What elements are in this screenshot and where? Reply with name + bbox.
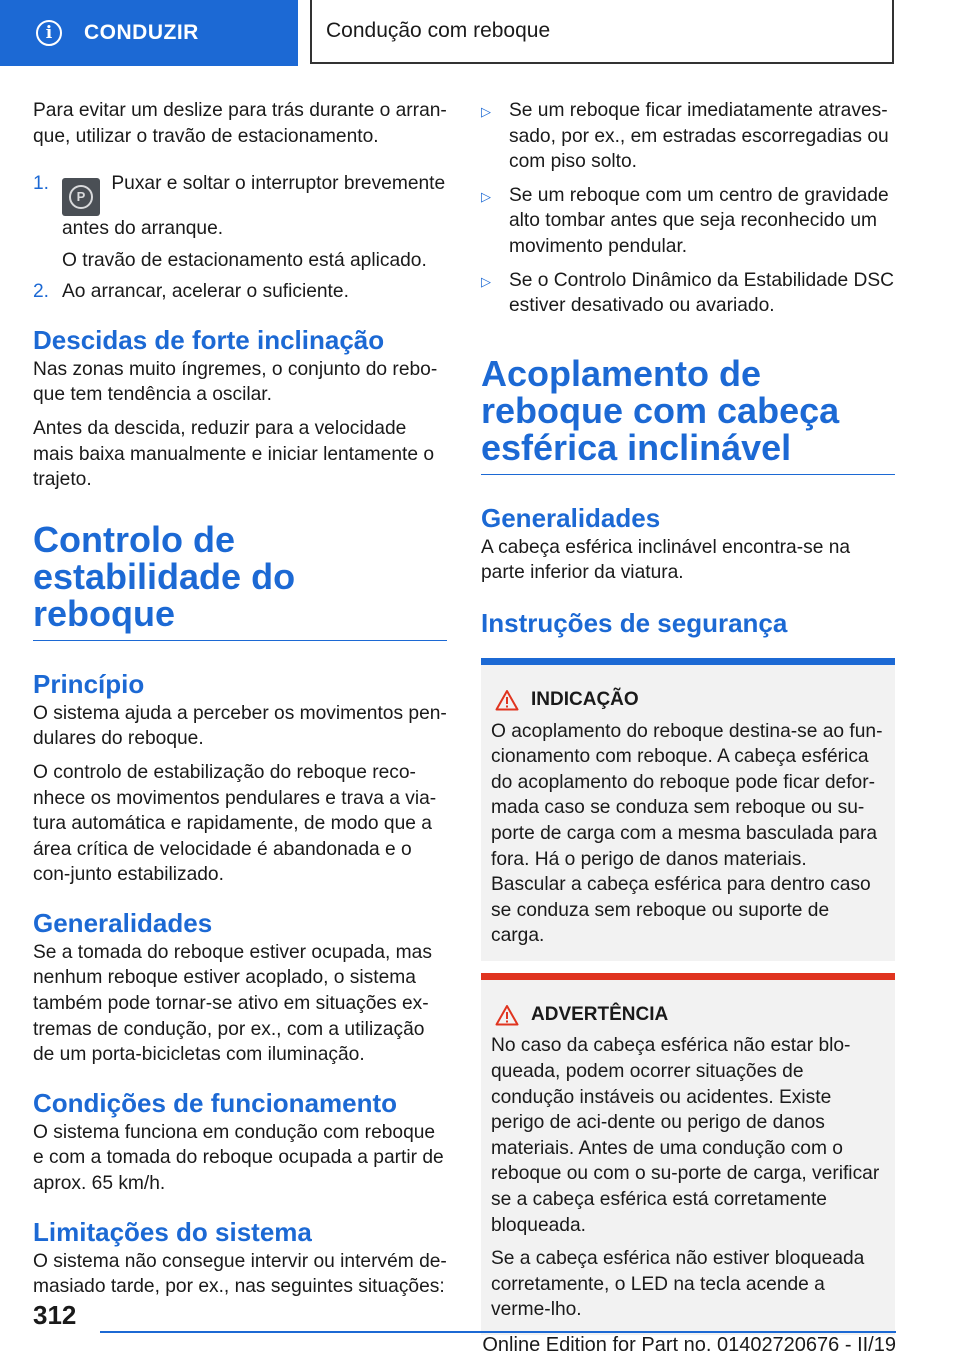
edition-note: Online Edition for Part no. 01402720676 - II/19: [482, 1334, 896, 1356]
section-heading-generalidades: Generalidades: [33, 907, 213, 938]
step-item: [33, 171, 447, 273]
step-item: [33, 279, 447, 305]
intro-paragraph: Para evitar um deslize para trás durante o arran-que, utilizar o travão de estacionamento.: [33, 100, 447, 147]
step-text: Ao arrancar, acelerar o suficiente.: [62, 281, 349, 303]
list-item: ▷ Se um reboque ficar imediatamente atraves-sado, por ex., em estradas escorregadias ou com piso solto.: [481, 98, 895, 175]
warning-text: Se a cabeça esférica não estiver bloqueada corretamente, o LED na tecla acende a verme-lho.: [491, 1248, 865, 1321]
step-text: Puxar e soltar o interruptor brevemente antes do arranque.: [62, 173, 446, 239]
paragraph: O sistema ajuda a perceber os movimentos pen-dulares do reboque.: [33, 702, 447, 750]
section-tab-label: CONDUZIR: [84, 21, 199, 44]
notice-label: INDICAÇÃO: [531, 688, 639, 710]
right-column: [481, 98, 895, 1335]
step-number: 2.: [33, 281, 50, 303]
page-number: 312: [33, 1300, 77, 1330]
triangle-bullet-icon: ▷: [481, 104, 491, 119]
warning-box: [481, 973, 895, 1335]
paragraph: O controlo de estabilização do reboque reco-nhece os movimentos pendulares e trava a via-tura automática e rapidamente, de modo que a área crítica de velocidade é abandonada e o con-junto estabilizado.: [33, 761, 437, 886]
paragraph: Nas zonas muito íngremes, o conjunto do rebo-que tem tendência a oscilar.: [33, 358, 438, 406]
list-item: ▷ Se o Controlo Dinâmico da Estabilidade DSC estiver desativado ou avariado.: [481, 268, 895, 319]
section-heading-limitacoes: Limitações do sistema: [33, 1216, 312, 1247]
warning-text: No caso da cabeça esférica não estar blo-queada, podem ocorrer situações de condução instáveis ou acidentes. Existe perigo de aci-dente ou perigo de danos materiais. Antes de uma condução com o reboque ou com o su-porte de carga, verificar se a cabeça esférica está corretamente bloqueada.: [491, 1035, 880, 1236]
paragraph: Se a tomada do reboque estiver ocupada, mas nenhum reboque estiver acoplado, o sistema também pode tornar-se ativo em situações ex-tremas de condução, por ex., com a utilização de um porta-bicicletas com iluminação.: [33, 941, 432, 1066]
footer-divider: [100, 1331, 896, 1333]
section-tab[interactable]: [0, 0, 298, 66]
warning-triangle-icon: [495, 689, 519, 711]
notice-text: O acoplamento do reboque destina-se ao fun-cionamento com reboque. A cabeça esférica do acoplamento do reboque pode ficar defor-mada caso se conduza sem reboque ou su-porte de carga com a mesma basculada para fora. Há o perigo de danos materiais. Bascular a cabeça esférica para dentro caso se conduza sem reboque ou suporte de carga.: [491, 720, 883, 947]
notice-box: [481, 658, 895, 961]
list-item: ▷ Se um reboque com um centro de gravidade alto tombar antes que seja reconhecido um movimento pendular.: [481, 183, 895, 260]
step-result: O travão de estacionamento está aplicado.: [62, 249, 427, 271]
paragraph: O sistema funciona em condução com reboque e com a tomada do reboque ocupada a partir de aprox. 65 km/h.: [33, 1121, 444, 1195]
warning-label: ADVERTÊNCIA: [531, 1003, 669, 1025]
page-header: [0, 0, 960, 66]
section-heading-instrucoes: Instruções de segurança: [481, 607, 788, 638]
paragraph: A cabeça esférica inclinável encontra-se na parte inferior da viatura.: [481, 536, 851, 584]
triangle-bullet-icon: ▷: [481, 273, 491, 289]
paragraph: Antes da descida, reduzir para a velocidade mais baixa manualmente e iniciar lentamente o trajeto.: [33, 417, 435, 491]
parking-brake-button-icon: P: [62, 178, 100, 216]
chapter-heading-controlo: Controlo de estabilidade do reboque: [33, 521, 447, 641]
section-heading-principio: Princípio: [33, 668, 145, 699]
left-column: [33, 98, 447, 1308]
warning-triangle-icon: [495, 1004, 519, 1026]
step-number: 1.: [33, 173, 50, 195]
paragraph: O sistema não consegue intervir ou intervém de-masiado tarde, por ex., nas seguintes situações:: [33, 1250, 447, 1298]
triangle-bullet-icon: ▷: [481, 188, 491, 204]
chapter-title: Condução com reboque: [310, 0, 894, 64]
info-icon: i: [36, 20, 62, 46]
chapter-heading-acoplamento: Acoplamento de reboque com cabeça esférica inclinável: [481, 355, 895, 475]
section-heading-generalidades: Generalidades: [481, 502, 661, 533]
section-heading-condicoes: Condições de funcionamento: [33, 1087, 398, 1118]
section-heading-descidas: Descidas de forte inclinação: [33, 324, 385, 355]
